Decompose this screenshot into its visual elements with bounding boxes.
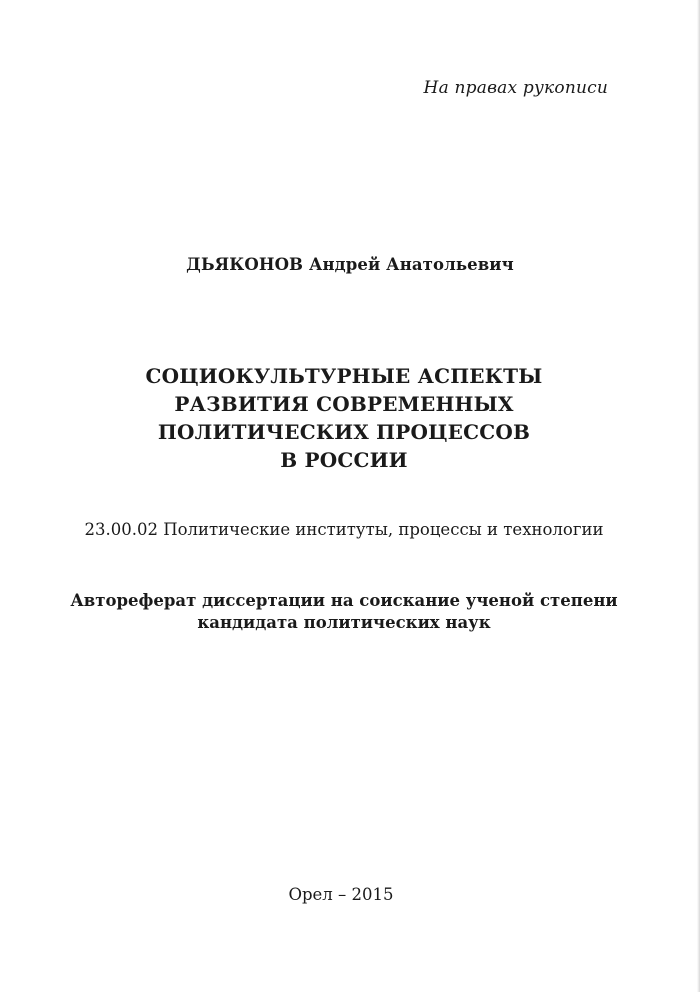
title-line: ПОЛИТИЧЕСКИХ ПРОЦЕССОВ [157,420,531,444]
city-year: Орел – 2015 [288,885,394,904]
specialty-code: 23.00.02 Политические институты, процессы и технологии [84,520,604,539]
title-line: СОЦИОКУЛЬТУРНЫЕ АСПЕКТЫ [145,364,543,388]
author-name: ДЬЯКОНОВ Андрей Анатольевич [186,255,514,274]
title-line: В РОССИИ [280,448,408,472]
abstract-line: кандидата политических наук [197,613,491,632]
abstract-description [0,590,688,634]
manuscript-note: На правах рукописи [423,78,608,98]
abstract-line: Автореферат диссертации на соискание ученой степени [70,591,618,610]
title-line: РАЗВИТИЯ СОВРЕМЕННЫХ [174,392,514,416]
dissertation-title [0,362,688,474]
